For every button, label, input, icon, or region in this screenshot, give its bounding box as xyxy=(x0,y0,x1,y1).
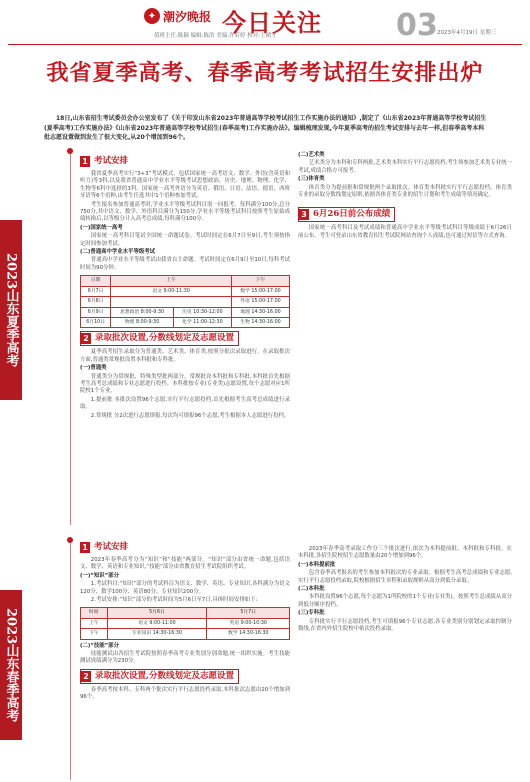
summer-banner: 2023山东夏季高考 xyxy=(0,220,22,400)
paragraph: 普通类分为常规批、特殊类型批两部分。常规批设本科批和专科批,本科批首先根据考生高考总成绩和专业志愿进行投档。本科批按专业(专业类)志愿设置,每个志愿对应1所院校1个专业。 xyxy=(80,373,290,395)
spring-right-column xyxy=(298,546,512,634)
spring-timeline-line xyxy=(70,540,71,780)
table-cell: 英语 9:00-10:30 xyxy=(207,618,290,628)
summer-timeline-line xyxy=(70,150,71,525)
date-line: 2023年4月19日 星期三 xyxy=(437,30,497,36)
section-title: 录取批次设置,分数线划定及志愿设置 xyxy=(95,333,234,344)
paragraph: 2023年春季高考分为“知识”和“技能”两部分。“知识”部分由省统一命题,包括语文、数学、英语和专业知识,“技能”部分由省教育招生考试院组织考试。 xyxy=(80,557,290,571)
table-cell: 语文 9:00-11:00 xyxy=(107,618,207,628)
paragraph: 1.考试科目:“知识”部分的考试科目为语文、数学、英语、专业知识,各科满分为语文120分、数学100分、英语80分、专业知识200分。 xyxy=(80,581,290,595)
table-cell: 6月8日 xyxy=(81,297,111,307)
table-row xyxy=(81,297,290,307)
subheading: (一)“知识”部分 xyxy=(80,572,119,579)
summer-left-column xyxy=(80,152,290,421)
table-header: 时间 xyxy=(81,608,108,618)
paragraph: 体育类分为提前批和常规批两个录取批次。体育类本科批实行平行志愿投档。体育类专业的录取分数线划定原则,依据各体育类专业的招生计划和考生成绩等情况确定。 xyxy=(298,184,512,199)
table-cell: 数学 14:30-16:30 xyxy=(207,629,290,639)
table-header: 5月6日 xyxy=(107,608,207,618)
spring-left-column xyxy=(80,538,290,703)
subheading: (二)普通高中学业水平等级考试 xyxy=(80,249,156,256)
paragraph: 2.考试安排:“知识”部分的考试时间为5月6日至7日,具体时间安排如下: xyxy=(90,597,258,604)
page-number: 03 xyxy=(396,8,438,43)
paragraph: 国家统一高考科目笔试全国统一命题试卷。考试时间定在6月7日至9日,考生须按指定时间参加考试。 xyxy=(80,233,290,247)
section-title: 6月26日前公布成绩 xyxy=(313,209,391,220)
table-cell: 历史 10:30-12:00 xyxy=(173,307,231,317)
paragraph: 2023年春季高考录取工作分三个批次进行,依次为本科提前批、本科批和专科批。在本科批,各招生院校招生志愿数量由20个增加到96个。 xyxy=(298,546,512,560)
table-cell: 化学 11:00-12:30 xyxy=(173,317,231,327)
summer-section-1-heading xyxy=(80,155,290,168)
section-number: 2 xyxy=(81,333,91,344)
table-cell: 上午 xyxy=(81,618,108,628)
subheading: (三)体育类 xyxy=(298,176,325,183)
table-cell: 物理 8:00-9:30 xyxy=(111,317,174,327)
spring-schedule-table xyxy=(80,607,290,639)
summer-right-column xyxy=(298,152,512,241)
table-cell: 地理 14:30-16:00 xyxy=(231,307,289,317)
paragraph: 国家统一高考科目及考试成绩和普通高中学业水平等级考试科目等级成绩于6月26日前公布。考生可登录山东省教育招生考试院网站查询个人成绩,也可通过短信等方式查询。 xyxy=(298,225,512,239)
summer-section-2-heading xyxy=(80,331,239,346)
table-cell xyxy=(111,297,232,307)
paragraph: 考生报名参加普通高考时,学业水平等级考试科目需一同报考。每科满分100分,总分750分,其中语文、数学、外语科目满分为150分,学业水平等级考试科目按照考生原始成绩转换后,以等级分计入高考总成绩,每科满分100分。 xyxy=(80,201,290,223)
section-number: 2 xyxy=(81,671,91,682)
logo-icon: ✦ xyxy=(144,8,160,24)
table-header: 下午 xyxy=(231,276,289,286)
table-row xyxy=(81,618,290,628)
table-cell: 生物 14:30-16:00 xyxy=(231,317,289,327)
section-number: 1 xyxy=(80,542,90,553)
table-cell: 数学 15:00-17:00 xyxy=(231,286,289,296)
subheading: (一)国家统一高考 xyxy=(80,224,123,231)
headline: 我省夏季高考、春季高考考试招生安排出炉 xyxy=(46,60,484,86)
summer-section-3-heading xyxy=(298,207,395,222)
masthead xyxy=(0,0,530,46)
paragraph: 春季高考按本科、专科两个批次实行平行志愿投档录取,本科批次志愿由20个增加到96个。 xyxy=(80,686,290,701)
table-cell: 6月7日 xyxy=(81,286,111,296)
subheading: (三)专科批 xyxy=(298,610,325,617)
section-title: 考试安排 xyxy=(94,155,129,166)
paragraph: 1.提前批 本批次设置96个志愿,实行平行志愿投档,首先根据考生高考总成绩进行录取。 xyxy=(80,396,290,411)
subheading: (一)本科提前批 xyxy=(298,561,336,568)
subheading: (一)普通类 xyxy=(80,365,107,372)
spring-section-2-heading xyxy=(80,669,239,684)
spring-banner: 2023山东春季高考 xyxy=(0,590,22,740)
table-row xyxy=(81,629,290,639)
summer-schedule-table xyxy=(80,275,290,328)
subheading: (二)本科批 xyxy=(298,586,325,593)
table-header: 5月7日 xyxy=(207,608,290,618)
section-title: 考试安排 xyxy=(94,541,129,552)
paragraph: 艺术类分为本科和专科两批,艺术类本科实行平行志愿投档,考生须参加艺术类专业统一考试,成绩合格方可报考。 xyxy=(298,160,512,174)
section-number: 1 xyxy=(80,156,90,167)
paragraph: 专科批实行平行志愿投档,考生可填报96个专业志愿,各专业类别分别划定录取控制分数线,在省内外招生院校中依次投档录取。 xyxy=(298,618,512,633)
table-row xyxy=(81,317,290,327)
table-header: 日期 xyxy=(81,276,111,286)
timeline-dot xyxy=(67,537,73,543)
table-row xyxy=(81,286,290,296)
timeline-dot xyxy=(67,148,73,154)
table-cell: 下午 xyxy=(81,629,108,639)
paragraph: 夏季高考招生录取分为普通类、艺术类、体育类,按照分批次录取进行。在录取批次方面,普通类常规批设置本科批和专科批。 xyxy=(80,349,290,363)
table-cell: 6月10日 xyxy=(81,317,111,327)
section-title: 录取批次设置,分数线划定及志愿设置 xyxy=(95,670,234,681)
table-cell: 专业知识 14:30-16:30 xyxy=(107,629,207,639)
subheading: (二)艺术类 xyxy=(298,152,325,158)
logo-text: 潮汐晚报 xyxy=(163,9,212,24)
masthead-rule xyxy=(8,44,522,45)
editors-line: 值班主任:陈颖 编辑:陈浩 美编:许若婷 校对:王晴才 xyxy=(154,33,277,39)
table-cell: 外语 15:00-17:00 xyxy=(231,297,289,307)
lead-paragraph: 18日,山东省招生考试委员会办公室发布了《关于印发山东省2023年普通高等学校考试招生工作实施办法的通知》,制定了《山东省2023年普通高等学校考试招生(夏季高考)工作实施办法》《山东省2023年普通高等学校考试招生(春季高考)工作实施办法》。编辑梳理发现,今年夏季高考的招生考试安排与去年一样,但春季高考本科批志愿设置做到发生了很大变化,从20个增加到96个。 xyxy=(44,115,487,142)
table-cell: 语文 9:00-11:30 xyxy=(111,286,232,296)
table-cell: 思想政治 8:00-9:30 xyxy=(111,307,174,317)
spring-section-1-heading xyxy=(80,541,290,554)
table-header: 上午 xyxy=(111,276,232,286)
paragraph: 包含春季高考报名的考生参加本科批次的专业录取。根据考生高考总成绩和专业志愿,实行平行志愿投档录取,院校根据招生章程和录取规则从高分到低分录取。 xyxy=(298,570,512,584)
paragraph: 本科批设置96个志愿,每个志愿为1所院校的1个专业(专业类)。按照考生总成绩从高分到低分顺序投档。 xyxy=(298,594,512,608)
table-cell: 6月9日 xyxy=(81,307,111,317)
section-number: 3 xyxy=(299,209,309,220)
paragraph: 普通高中学业水平等级考试由我省自主命题。考试时间定在6月9日至10日,每科考试时间为90分钟。 xyxy=(80,257,290,271)
section-title: 今日关注 xyxy=(222,8,322,37)
table-row xyxy=(81,307,290,317)
subheading: (二)“技能”部分 xyxy=(80,642,119,649)
paragraph: 我省夏季高考实行“3+3”考试模式。包括国家统一高考语文、数学、外语(含英语和听力)等3科,以及我省普通高中学业水平等级考试思想政治、历史、地理、物理、化学、生物等6科中选择的3科。国家统一高考外语分为英语、俄语、日语、法语、德语、西班牙语等6个语种,由考生任选其中1个语种参加考试。 xyxy=(80,171,290,200)
paragraph: 技能测试由各招生考试院按照春季高考专业类别分别命题,统一组织实施。考生技能测试成绩满分为230分。 xyxy=(80,651,290,665)
paragraph: 2.常规批 分2次进行志愿填报,每次均可填报96个志愿,考生根据本人志愿进行投档。 xyxy=(90,412,290,419)
